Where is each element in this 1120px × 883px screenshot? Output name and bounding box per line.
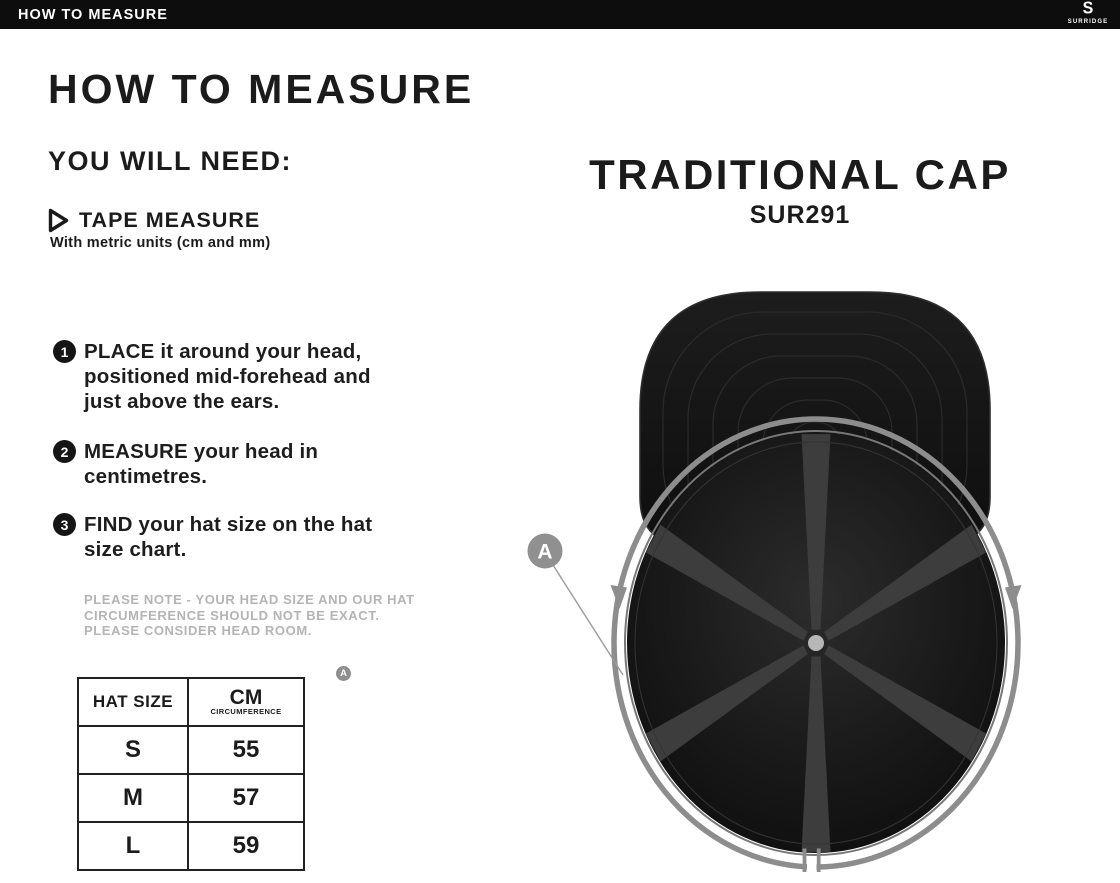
product-code: SUR291: [749, 201, 851, 229]
cm-cell: 55: [188, 726, 304, 774]
cap-diagram: [520, 278, 1120, 883]
step-3: [53, 512, 372, 562]
crown-button: [808, 635, 824, 651]
product-name: TRADITIONAL CAP: [589, 151, 1011, 198]
please-note-text: [84, 592, 415, 639]
size-cell: S: [78, 726, 188, 774]
cm-cell: 59: [188, 822, 304, 870]
step-text-line: size chart.: [84, 538, 187, 561]
top-bar: [0, 0, 1120, 29]
step-text-line: just above the ears.: [84, 390, 280, 413]
step-text-line: positioned mid-forehead and: [84, 365, 371, 388]
band-tick: [803, 849, 807, 873]
step-1: [53, 339, 371, 414]
table-row: [78, 822, 304, 870]
step-3-number-badge: 3: [53, 513, 76, 536]
step-text-line: FIND your hat size on the hat: [84, 513, 373, 536]
you-will-need-heading: YOU WILL NEED:: [48, 146, 293, 176]
cm-cell: 57: [188, 774, 304, 822]
label-a-badge: A: [336, 666, 351, 681]
top-bar-title: HOW TO MEASURE: [18, 6, 168, 23]
measurement-a-label: A: [537, 540, 553, 564]
hat-size-table: [77, 668, 347, 871]
surridge-s-icon: S: [1082, 0, 1094, 18]
step-text-line: centimetres.: [84, 465, 208, 488]
step-text-line: PLACE it around your head,: [84, 340, 362, 363]
page-title: HOW TO MEASURE: [48, 66, 475, 112]
tape-measure-detail: With metric units (cm and mm): [50, 235, 271, 251]
measurement-a-badge: [528, 534, 563, 569]
surridge-logo: [1063, 1, 1113, 25]
tape-measure-label: TAPE MEASURE: [79, 208, 261, 232]
size-cell: M: [78, 774, 188, 822]
circumference-header-label: CIRCUMFERENCE: [210, 707, 282, 716]
arrow-down-left-icon: [611, 585, 628, 609]
hat-size-column-header: HAT SIZE: [78, 678, 188, 726]
surridge-brand-text: SURRIDGE: [1067, 19, 1109, 25]
table-row: [78, 726, 304, 774]
note-line: PLEASE NOTE - YOUR HEAD SIZE AND OUR HAT: [84, 592, 415, 607]
step-1-number-badge: 1: [53, 340, 76, 363]
tape-measure-item: [48, 208, 260, 233]
note-line: CIRCUMFERENCE SHOULD NOT BE EXACT.: [84, 607, 380, 623]
cap-crown: [625, 431, 1007, 855]
step-text-line: MEASURE your head in: [84, 440, 319, 463]
band-tick: [817, 849, 821, 873]
arrow-down-right-icon: [1005, 585, 1022, 609]
size-cell: L: [78, 822, 188, 870]
cm-column-header: [188, 668, 347, 726]
table-header-row: [78, 678, 304, 726]
cm-header-label: CM: [229, 686, 263, 709]
note-line: PLEASE CONSIDER HEAD ROOM.: [84, 623, 312, 638]
step-2: [53, 439, 318, 489]
triangle-bullet-icon: [48, 208, 69, 233]
step-2-number-badge: 2: [53, 440, 76, 463]
table-row: [78, 774, 304, 822]
